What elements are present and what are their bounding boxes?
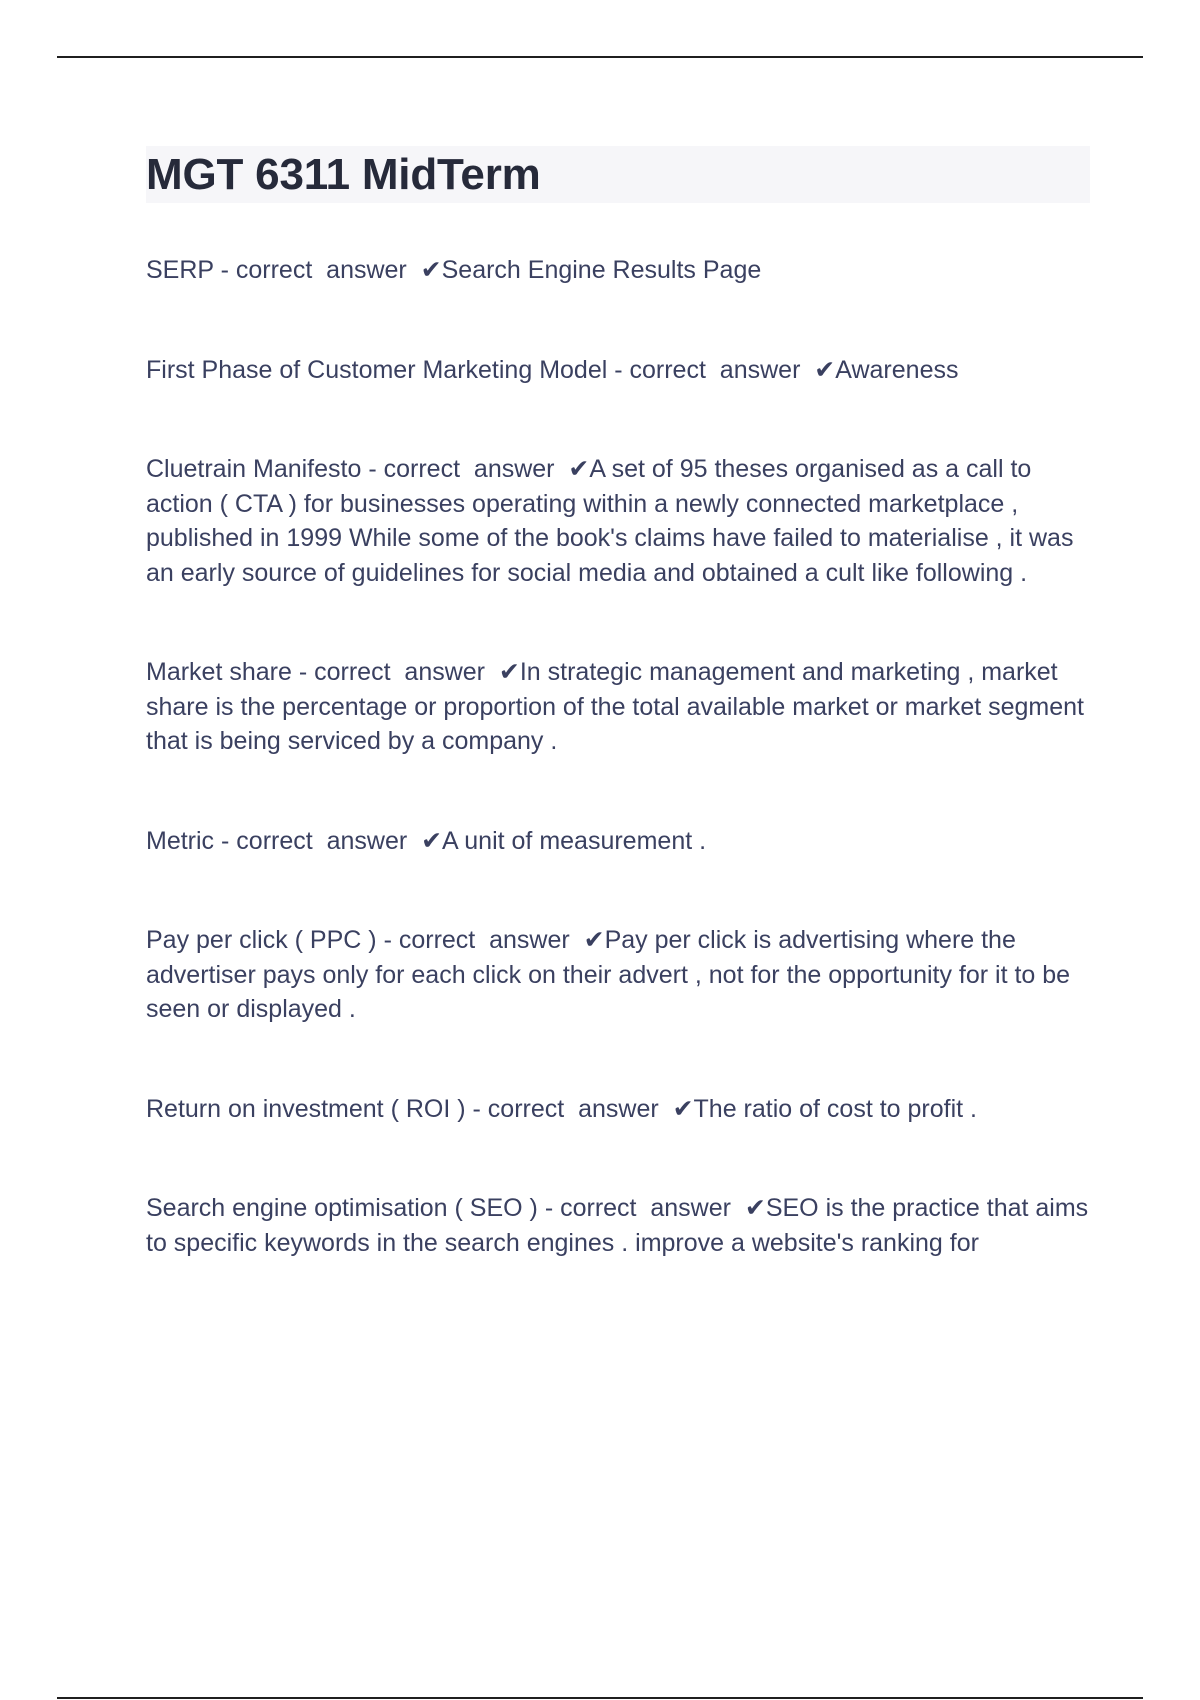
entry-term: First Phase of Customer Marketing Model (146, 355, 608, 384)
entry-term: Return on investment ( ROI ) (146, 1094, 466, 1123)
check-icon: ✔ (814, 355, 836, 384)
title-bar (146, 146, 1090, 203)
entry-answer: Awareness (835, 355, 959, 384)
entry-term: SERP (146, 256, 214, 284)
check-icon: ✔ (672, 1094, 694, 1123)
entry-term: Pay per click ( PPC ) (146, 926, 377, 954)
entry-answer: Pay per click is advertising where the advertiser pays only for each click on their advert , not for the opportunity for it to be seen or displayed . (146, 926, 1071, 1023)
entry-label: - correct answer (383, 926, 584, 954)
qa-entry (146, 353, 1090, 388)
check-icon: ✔ (568, 455, 590, 483)
entry-term: Metric (146, 826, 215, 855)
entry-answer: In strategic management and marketing , market share is the percentage or proportion of the total available market or market segment that is being serviced by a company . (146, 658, 1085, 755)
qa-entry (146, 1092, 1090, 1127)
entry-term: Search engine optimisation ( SEO ) (146, 1194, 538, 1222)
qa-entry (146, 655, 1090, 759)
qa-entry (146, 452, 1090, 590)
qa-entry (146, 824, 1090, 859)
entry-answer: The ratio of cost to profit . (693, 1094, 977, 1123)
qa-entry (146, 1191, 1090, 1260)
entry-label: - correct answer (221, 826, 422, 855)
qa-entry (146, 923, 1090, 1027)
top-rule (57, 56, 1143, 58)
document-body (146, 146, 1090, 1325)
entry-answer: A unit of measurement . (442, 826, 707, 855)
entry-answer: Search Engine Results Page (441, 256, 762, 284)
check-icon: ✔ (744, 1194, 766, 1222)
check-icon: ✔ (420, 256, 442, 284)
entry-answer: A set of 95 theses organised as a call to action ( CTA ) for businesses operating within a newly connected marketplace , published in 1999 While some of the book's claims have failed to materialise , it was an early source of guidelines for social media and obtained a cult like following . (146, 455, 1074, 587)
entry-term: Market share (146, 658, 292, 686)
qa-list (146, 253, 1090, 1260)
entry-term: Cluetrain Manifesto (146, 455, 362, 483)
entry-label: - correct answer (472, 1094, 673, 1123)
qa-entry (146, 253, 1090, 288)
entry-label: - correct answer (614, 355, 815, 384)
check-icon: ✔ (583, 926, 605, 954)
entry-label: - correct answer (368, 455, 569, 483)
entry-label: - correct answer (544, 1194, 745, 1222)
entry-label: - correct answer (298, 658, 499, 686)
entry-answer: SEO is the practice that aims to specific keywords in the search engines . improve a website's ranking for (146, 1194, 1089, 1257)
page-title: MGT 6311 MidTerm (146, 150, 541, 199)
bottom-rule (57, 1697, 1143, 1699)
check-icon: ✔ (498, 658, 520, 686)
entry-label: - correct answer (220, 256, 421, 284)
check-icon: ✔ (421, 826, 443, 855)
